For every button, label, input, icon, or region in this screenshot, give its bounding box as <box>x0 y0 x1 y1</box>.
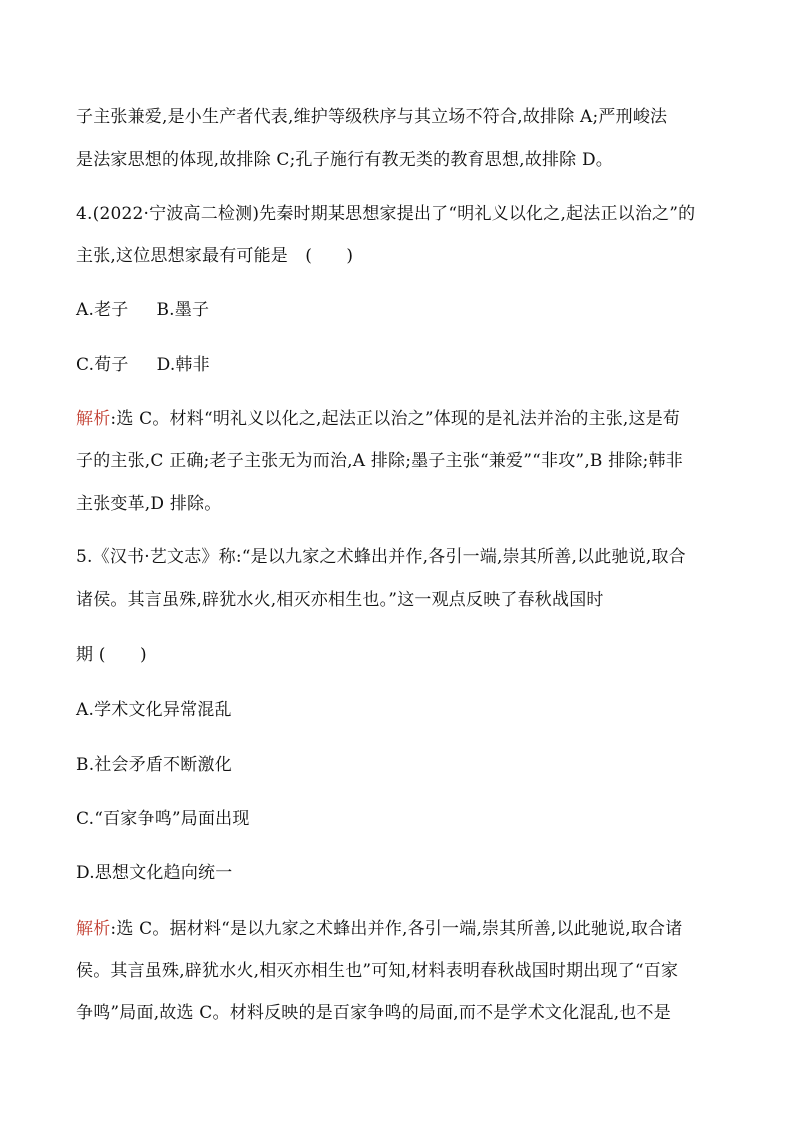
question-4-options-row-1 <box>76 299 720 321</box>
question-4-option-c: C.荀子 <box>76 355 129 375</box>
question-5-stem-line-3: 期 ( ) <box>76 645 147 665</box>
question-5-analysis-label: 解析 <box>76 919 111 939</box>
question-5-option-a: A.学术文化异常混乱 <box>76 700 232 720</box>
question-5-analysis-text-1: :选 C。据材料“是以九家之术蜂出并作,各引一端,崇其所善,以此驰说,取合诸 <box>110 919 683 939</box>
question-4-option-b: B.墨子 <box>156 300 210 320</box>
question-5-stem-line-1: 5.《汉书·艺文志》称:“是以九家之术蜂出并作,各引一端,崇其所善,以此驰说,取合 <box>76 547 686 567</box>
intro-line-2: 是法家思想的体现,故排除 C;孔子施行有教无类的教育思想,故排除 D。 <box>76 150 613 170</box>
question-5-analysis-line-3: 争鸣”局面,故选 C。材料反映的是百家争鸣的局面,而不是学术文化混乱,也不是 <box>76 1003 671 1023</box>
question-4-stem-line-1: 4.(2022·宁波高二检测)先秦时期某思想家提出了“明礼义以化之,起法正以治之”的 <box>76 204 696 224</box>
question-5-stem-line-2: 诸侯。其言虽殊,辟犹水火,相灭亦相生也。”这一观点反映了春秋战国时 <box>76 590 604 610</box>
question-5-option-d: D.思想文化趋向统一 <box>76 863 233 883</box>
question-4-analysis-text-1: :选 C。材料“明礼义以化之,起法正以治之”体现的是礼法并治的主张,这是荀 <box>110 409 681 429</box>
question-4-analysis-line-3: 主张变革,D 排除。 <box>76 494 222 514</box>
question-4-analysis-label: 解析 <box>76 409 111 429</box>
question-4-analysis-line-1 <box>76 408 720 430</box>
question-4-analysis-line-2: 子的主张,C 正确;老子主张无为而治,A 排除;墨子主张“兼爱”“非攻”,B 排除;韩非 <box>76 451 683 471</box>
question-4-option-a: A.老子 <box>76 300 129 320</box>
question-4-stem-line-2: 主张,这位思想家最有可能是 ( ) <box>76 246 354 266</box>
question-5-analysis-line-1 <box>76 918 720 940</box>
question-4-options-row-2 <box>76 354 720 376</box>
question-5-analysis-line-2: 侯。其言虽殊,辟犹水火,相灭亦相生也”可知,材料表明春秋战国时期出现了“百家 <box>76 961 679 981</box>
intro-line-1: 子主张兼爱,是小生产者代表,维护等级秩序与其立场不符合,故排除 A;严刑峻法 <box>76 107 668 127</box>
question-5-option-c: C.“百家争鸣”局面出现 <box>76 809 250 829</box>
question-4-option-d: D.韩非 <box>156 355 210 375</box>
question-5-option-b: B.社会矛盾不断激化 <box>76 755 232 775</box>
